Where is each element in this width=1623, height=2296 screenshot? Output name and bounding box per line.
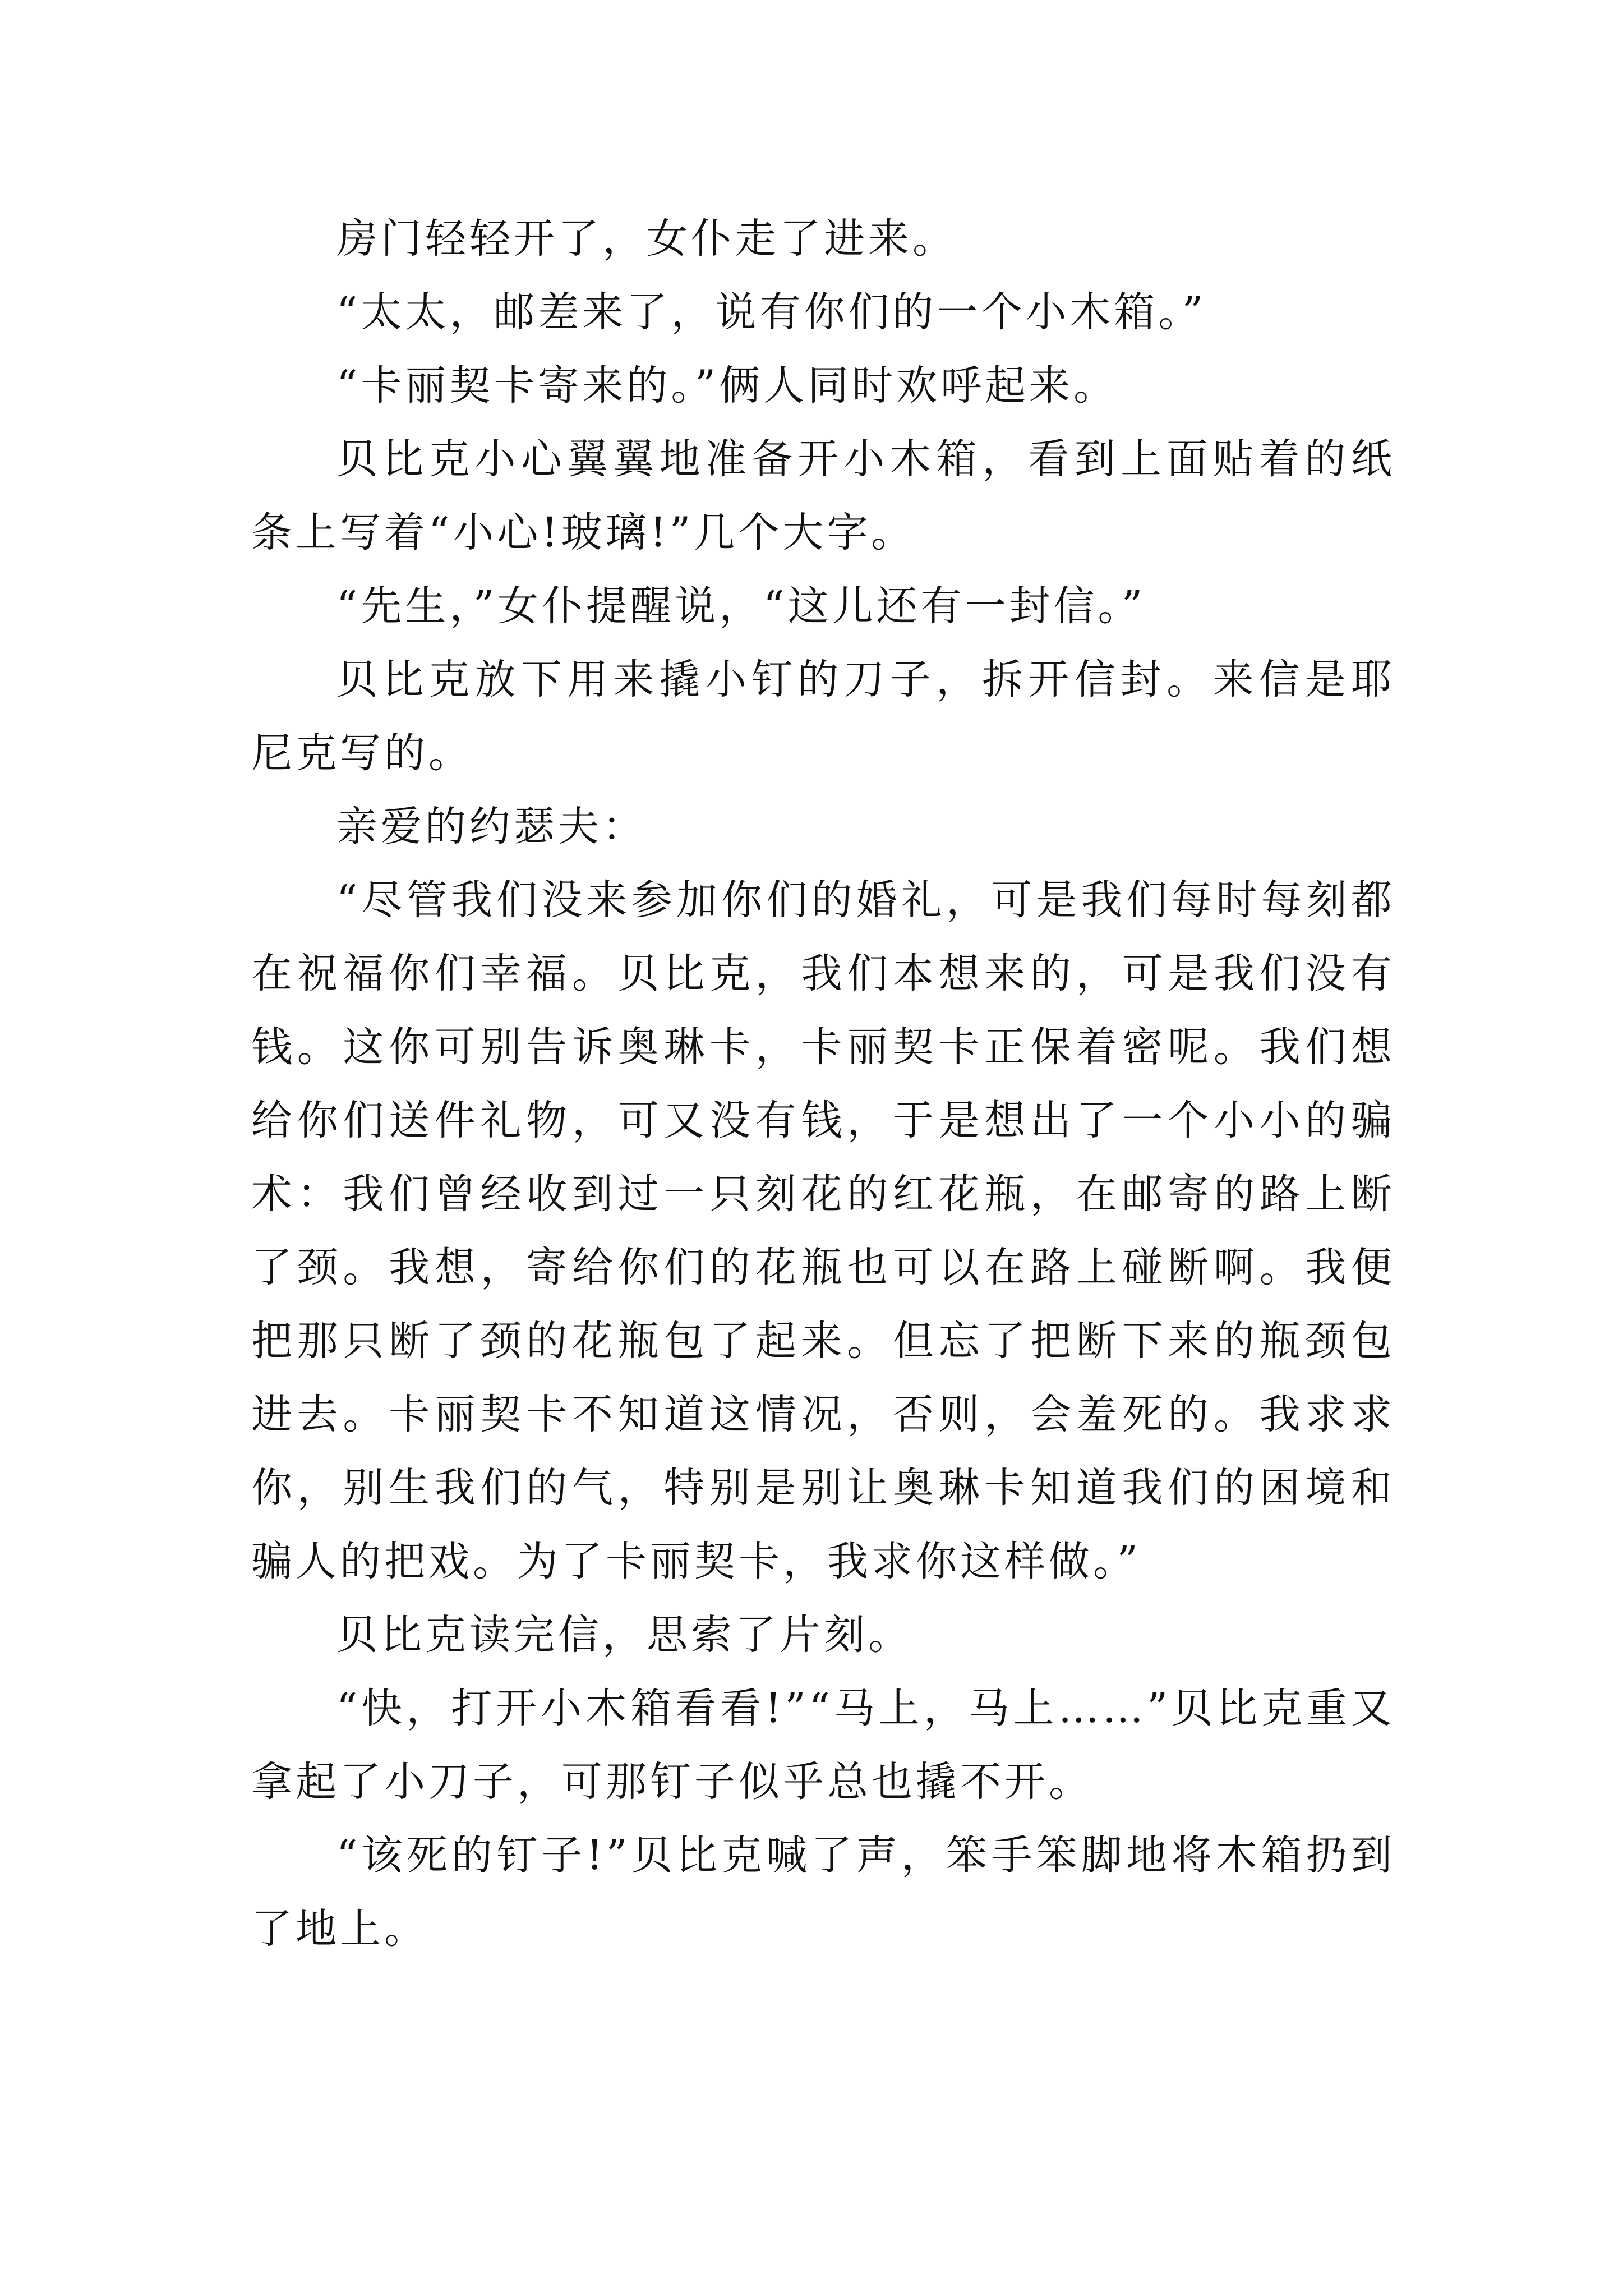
paragraph: “该死的钉子!”贝比克喊了声，笨手笨脚地将木箱扔到了地上。 (251, 1832, 1395, 1953)
paragraph: 贝比克读完信，思索了片刻。 (336, 1611, 912, 1659)
paragraph: 房门轻轻开了，女仆走了进来。 (336, 215, 957, 263)
letter-body: “尽管我们没来参加你们的婚礼，可是我们每时每刻都在祝福你们幸福。贝比克，我们本想来的，可是我们没有钱。这你可别告诉奥琳卡，卡丽契卡正保着密呢。我们想给你们送件礼物，可又没有钱，于是想出了一个小小的骗术：我们曾经收到过一只刻花的红花瓶，在邮寄的路上断了颈。我想，寄给你们的花瓶也可以在路上碰断啊。我便把那只断了颈的花瓶包了起来。但忘了把断下来的瓶颈包进去。卡丽契卡不知道这情况，否则，会羞死的。我求求你，别生我们的气，特别是别让奥琳卡知道我们的困境和骗人的把戏。为了卡丽契卡，我求你这样做。” (251, 876, 1395, 1585)
paragraph: 贝比克小心翼翼地准备开小木箱，看到上面贴着的纸条上写着“小心!玻璃!”几个大字。 (251, 435, 1395, 556)
paragraph: “快，打开小木箱看看!”“马上，马上……”贝比克重又拿起了小刀子，可那钉子似乎总也撬不开。 (251, 1685, 1395, 1806)
paragraph: “先生，”女仆提醒说，“这儿还有一封信。” (336, 582, 1146, 630)
letter-salutation: 亲爱的约瑟夫： (336, 803, 647, 850)
paragraph: “卡丽契卡寄来的。”俩人同时欢呼起来。 (336, 362, 1118, 409)
document-body (251, 202, 1395, 1966)
paragraph: “太太，邮差来了，说有你们的一个小木箱。” (336, 288, 1207, 336)
paragraph: 贝比克放下用来撬小钉的刀子，拆开信封。来信是耶尼克写的。 (251, 656, 1395, 777)
